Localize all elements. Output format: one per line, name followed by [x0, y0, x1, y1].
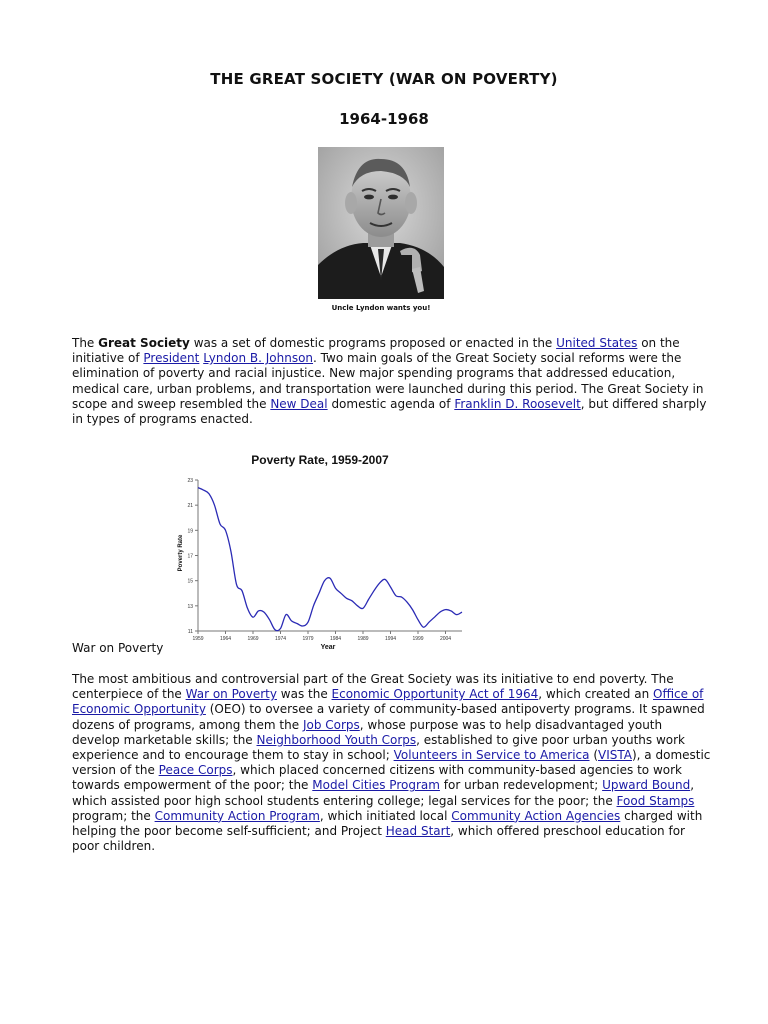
chart-y-tick-label: 21: [187, 503, 193, 510]
link-united-states[interactable]: United States: [556, 336, 638, 350]
page-years: 1964-1968: [339, 110, 429, 128]
war-on-poverty-paragraph: The most ambitious and controversial part of the Great Society was its initiative to end poverty. The centerpiece of the War on Poverty was the Economic Opportunity Act of 1964, which created an Office of Economic Opportunity (OEO) to oversee a variety of community-based antipoverty programs. It spawned dozens of programs, among them the Job Corps, whose purpose was to help disadvantaged youth develop marketable skills; the Neighborhood Youth Corps, established to give poor urban youths work experience and to encourage them to stay in school; Volunteers in Service to America (VISTA), a domestic version of the Peace Corps, which placed concerned citizens with community-based agencies to work towards empowerment of the poor; the Model Cities Program for urban redevelopment; Upward Bound, which assisted poor high school students entering college; legal services for the poor; the Food Stamps program; the Community Action Program, which initiated local Community Action Agencies charged with helping the poor become self-sufficient; and Project Head Start, which offered preschool education for poor children.: [72, 672, 711, 854]
chart-x-tick-label: 1964: [219, 636, 232, 642]
poverty-rate-chart: [170, 450, 470, 655]
link-job-corps[interactable]: Job Corps: [302, 717, 360, 732]
chart-y-tick-label: 15: [187, 578, 193, 585]
chart-y-tick-label: 23: [187, 478, 193, 484]
link-peace-corps[interactable]: Peace Corps: [158, 763, 233, 778]
link-food-stamps[interactable]: Food Stamps: [616, 793, 695, 808]
chart-y-tick-label: 13: [187, 603, 193, 610]
link-franklin-roosevelt[interactable]: Franklin D. Roosevelt: [454, 396, 581, 411]
link-model-cities-program[interactable]: Model Cities Program: [312, 778, 440, 793]
chart-axes: [187, 478, 462, 642]
link-economic-opportunity-act[interactable]: Economic Opportunity Act of 1964: [331, 687, 539, 702]
chart-y-tick-label: 17: [187, 553, 193, 560]
link-president[interactable]: President: [143, 351, 200, 366]
link-community-action-agencies[interactable]: Community Action Agencies: [451, 808, 621, 823]
chart-x-tick-label: 1999: [412, 636, 424, 642]
chart-y-tick-label: 19: [187, 528, 193, 535]
chart-x-tick-label: 1989: [357, 636, 369, 642]
link-war-on-poverty[interactable]: War on Poverty: [185, 687, 277, 702]
link-community-action-program[interactable]: Community Action Program: [154, 808, 320, 823]
chart-series: [198, 488, 462, 631]
chart-x-tick-label: 1959: [192, 636, 204, 642]
link-office-of-economic-opportunity[interactable]: Office of Economic Opportunity: [72, 687, 704, 717]
portrait-caption: Uncle Lyndon wants you!: [331, 304, 431, 312]
chart-x-tick-label: 1969: [247, 636, 259, 642]
chart-x-tick-label: 1979: [302, 636, 314, 642]
great-society-term: Great Society: [98, 336, 190, 350]
link-volunteers-in-service[interactable]: Volunteers in Service to America: [393, 748, 590, 763]
chart-svg: [170, 450, 470, 655]
link-vista[interactable]: VISTA: [598, 748, 632, 763]
link-upward-bound[interactable]: Upward Bound: [602, 778, 691, 793]
link-head-start[interactable]: Head Start: [385, 824, 451, 839]
portrait-image: [318, 147, 444, 299]
chart-x-tick-label: 1984: [329, 636, 342, 642]
chart-x-axis-label: Year: [320, 644, 336, 651]
chart-x-tick-label: 2004: [439, 636, 452, 642]
link-neighborhood-youth-corps[interactable]: Neighborhood Youth Corps: [256, 732, 417, 747]
intro-paragraph: The Great Society was a set of domestic programs proposed or enacted in the United States on the initiative of President Lyndon B. Johnson. Two main goals of the Great Society social reforms were the elimination of poverty and racial injustice. New major spending programs that addressed education, medical care, urban problems, and transportation were launched during this period. The Great Society in scope and sweep resembled the New Deal domestic agenda of Franklin D. Roosevelt, but differed sharply in types of programs enacted.: [72, 336, 707, 427]
chart-y-axis-label: Poverty Rate: [178, 534, 184, 572]
chart-title: Poverty Rate, 1959-2007: [251, 453, 389, 467]
link-new-deal[interactable]: New Deal: [270, 396, 328, 411]
poverty-rate-line: [198, 488, 462, 631]
chart-y-tick-label: 11: [187, 629, 193, 635]
chart-x-tick-label: 1994: [384, 636, 397, 642]
page-title: THE GREAT SOCIETY (WAR ON POVERTY): [210, 70, 558, 88]
chart-x-tick-label: 1974: [274, 636, 287, 642]
chart-caption: War on Poverty: [72, 641, 164, 655]
link-lyndon-johnson[interactable]: Lyndon B. Johnson: [203, 351, 314, 366]
